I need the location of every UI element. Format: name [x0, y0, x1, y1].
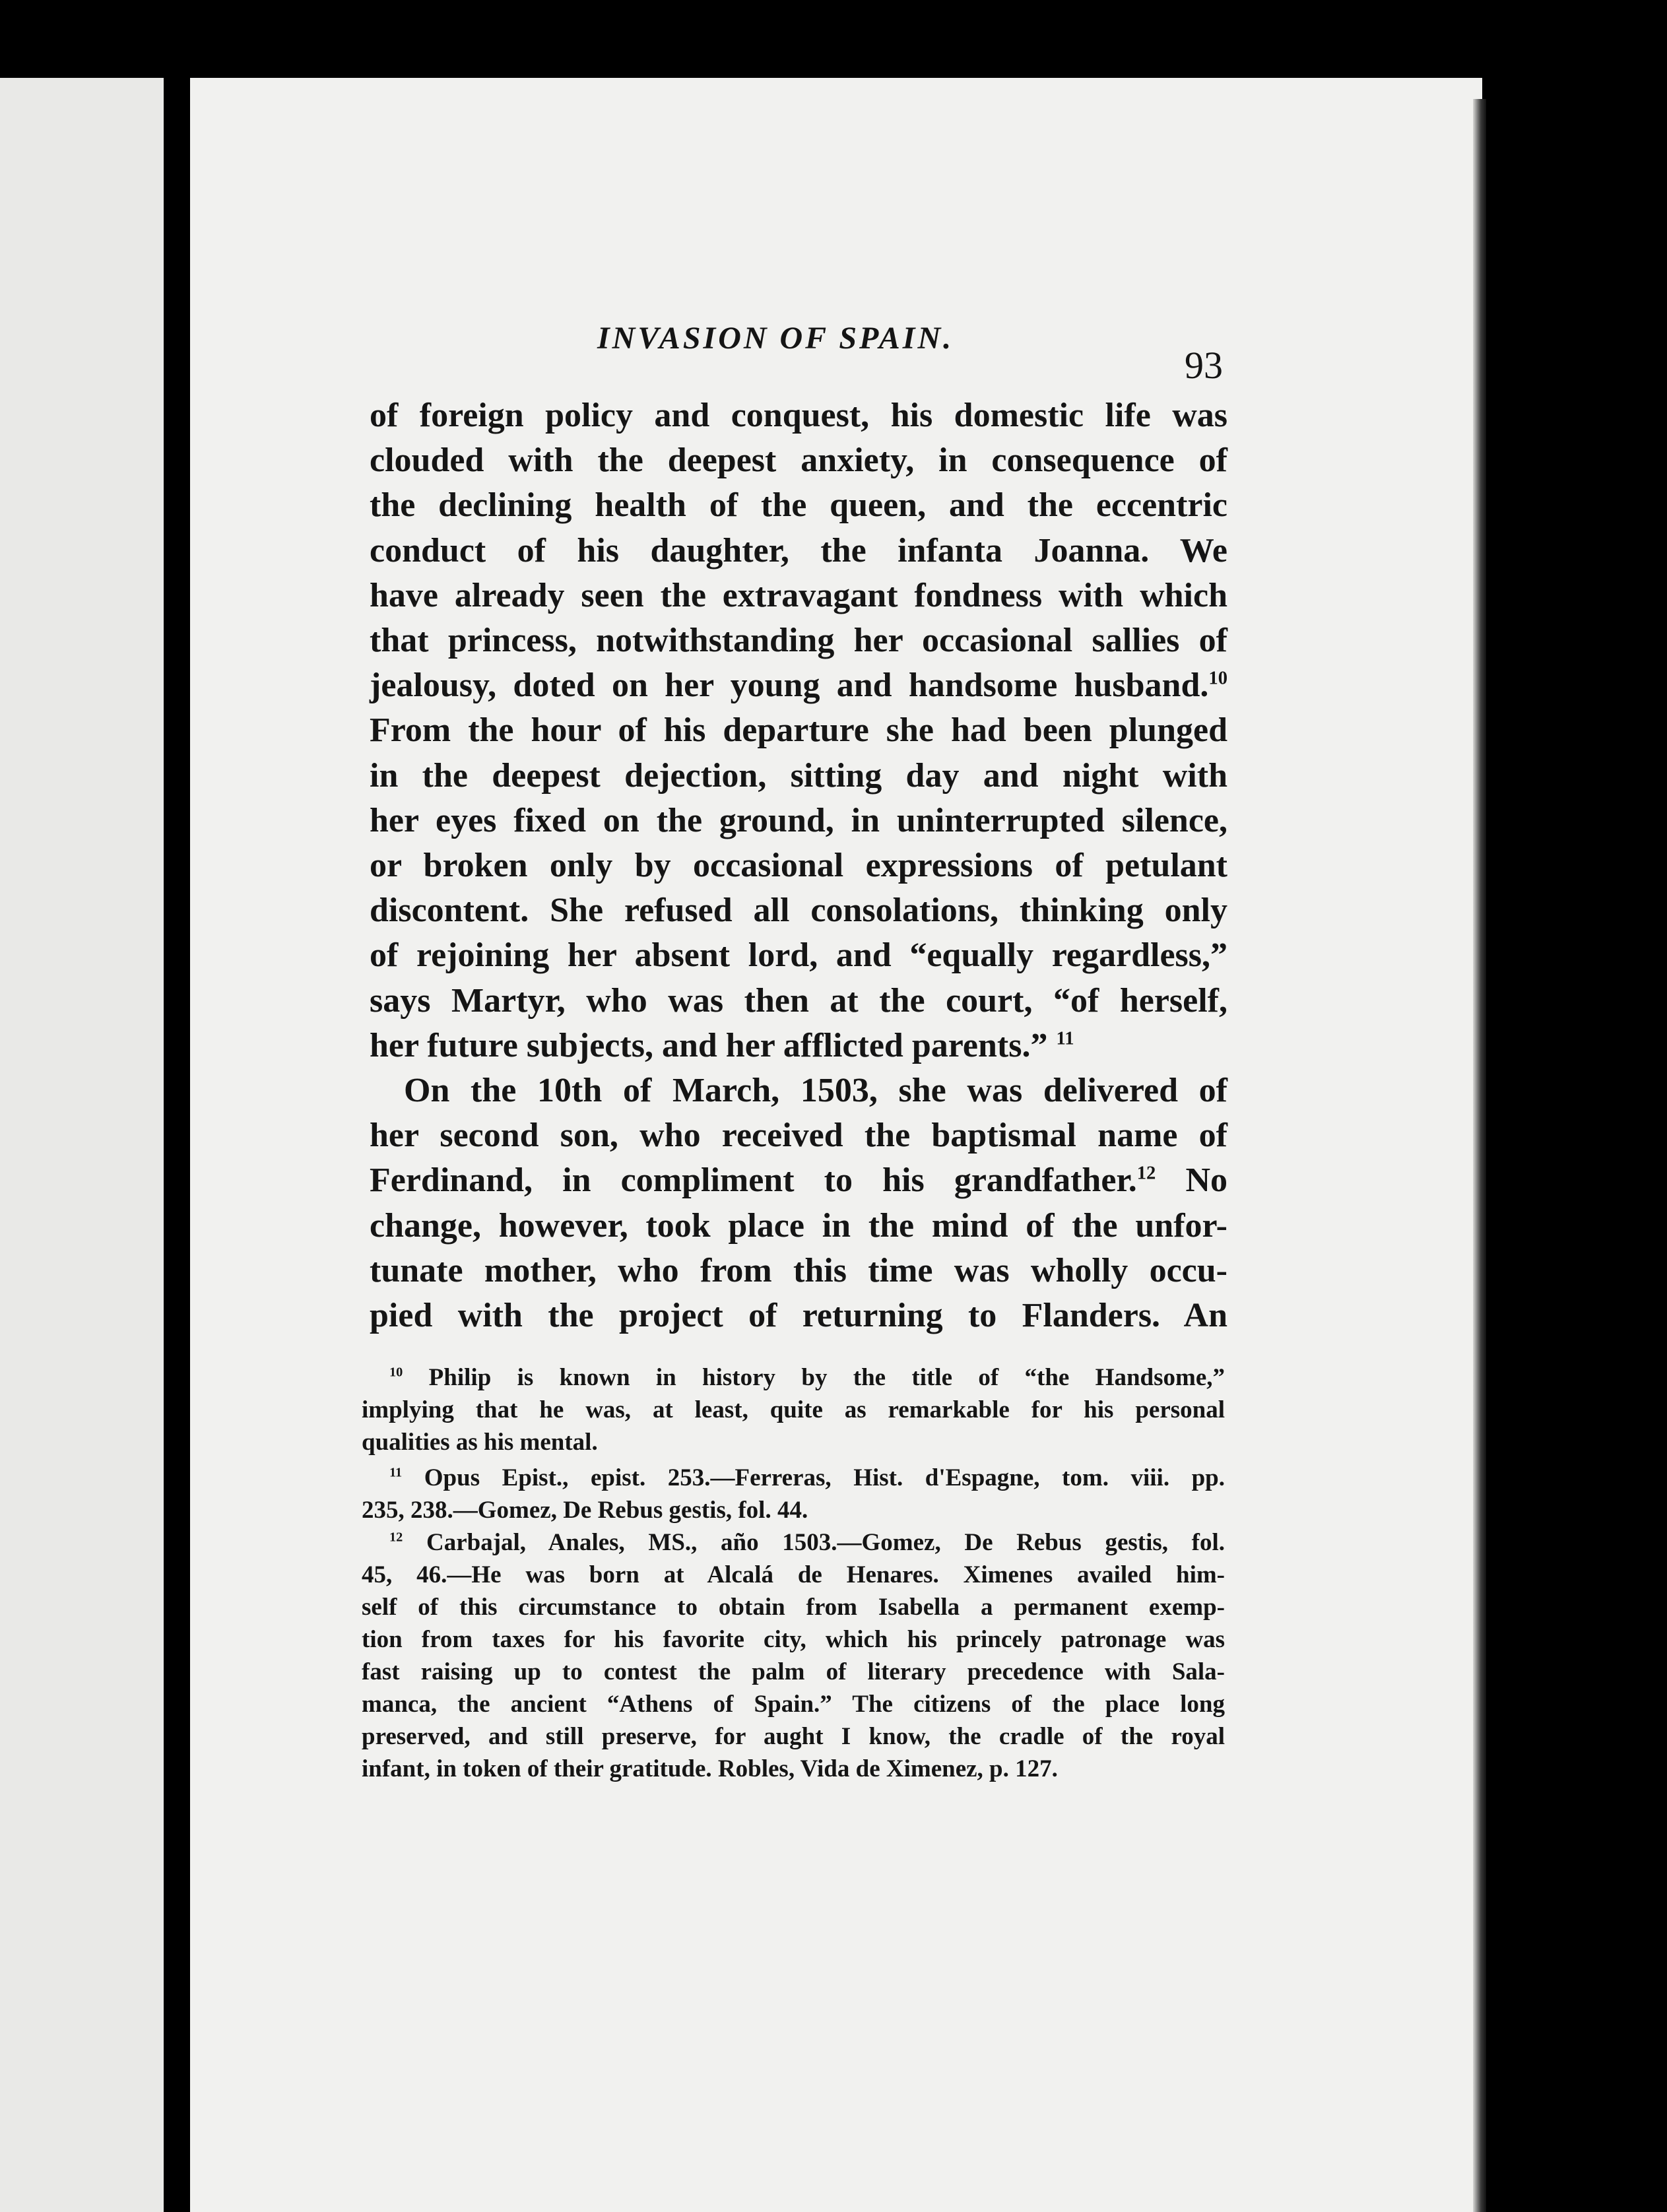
body-line: that princess, notwithstanding her occasional sallies of	[370, 622, 1227, 660]
footnote-10	[362, 1361, 1225, 1458]
footnote-12	[362, 1526, 1225, 1785]
footnote-line: 235, 238.—Gomez, De Rebus gestis, fol. 44.	[362, 1497, 808, 1524]
footnote-line-text: Carbajal, Anales, MS., año 1503.—Gomez, De Rebus gestis, fol.	[426, 1529, 1226, 1556]
body-line: her eyes fixed on the ground, in uninterrupted silence,	[370, 801, 1227, 839]
note-ref-11: 11	[1056, 1028, 1074, 1049]
body-line: her second son, who received the baptismal name of	[370, 1117, 1227, 1155]
footnote-line: infant, in token of their gratitude. Robles, Vida de Ximenez, p. 127.	[362, 1755, 1058, 1782]
body-line-text: jealousy, doted on her young and handsome husband.	[370, 667, 1209, 705]
footnote-number: 12	[389, 1530, 403, 1545]
footnote-line: 45, 46.—He was born at Alcalá de Henares. Ximenes availed him-	[362, 1561, 1225, 1588]
body-line-text: her future subjects, and her afflicted parents.”	[370, 1026, 1048, 1064]
footnote-number: 11	[389, 1465, 403, 1480]
body-line	[370, 1024, 1227, 1068]
body-line-text: No	[1185, 1161, 1228, 1200]
body-line: discontent. She refused all consolations, thinking only	[370, 892, 1227, 930]
body-text	[370, 393, 1227, 1338]
running-head: INVASION OF SPAIN.	[597, 321, 954, 356]
body-line: the declining health of the queen, and the eccentric	[370, 486, 1227, 525]
body-line: says Martyr, who was then at the court, “of herself,	[370, 981, 1227, 1020]
body-line: of rejoining her absent lord, and “equally regardless,”	[370, 936, 1227, 975]
note-ref-12: 12	[1136, 1163, 1156, 1185]
footnote-number: 10	[389, 1365, 403, 1380]
body-line	[370, 1158, 1227, 1203]
body-line: conduct of his daughter, the infanta Joanna. We	[370, 531, 1227, 569]
footnote-line: manca, the ancient “Athens of Spain.” The citizens of the place long	[362, 1691, 1225, 1718]
body-line: of foreign policy and conquest, his domestic life was	[370, 397, 1227, 434]
footnote-line	[362, 1361, 1225, 1394]
note-ref-10: 10	[1208, 668, 1227, 689]
body-line: clouded with the deepest anxiety, in consequence of	[370, 441, 1227, 480]
body-line: change, however, took place in the mind of the unfor-	[370, 1206, 1227, 1245]
footnote-line: qualities as his mental.	[362, 1429, 598, 1456]
body-line: in the deepest dejection, sitting day and night with	[370, 756, 1227, 795]
body-line	[370, 663, 1227, 708]
body-line-text: Ferdinand, in compliment to his grandfather.	[370, 1161, 1137, 1200]
body-line: On the 10th of March, 1503, she was delivered of	[404, 1072, 1227, 1110]
footnote-line-text: Opus Epist., epist. 253.—Ferreras, Hist. d'Espagne, tom. viii. pp.	[424, 1464, 1226, 1491]
body-line: or broken only by occasional expressions of petulant	[370, 847, 1227, 885]
body-line: pied with the project of returning to Flanders. An	[370, 1297, 1227, 1335]
footnote-line-text: Philip is known in history by the title of “the Handsome,”	[428, 1364, 1225, 1391]
footnote-11	[362, 1462, 1225, 1526]
book-gutter	[164, 0, 190, 2212]
footnote-line: fast raising up to contest the palm of literary precedence with Sala-	[362, 1658, 1225, 1685]
footnote-line: preserved, and still preserve, for aught I know, the cradle of the royal	[362, 1723, 1225, 1750]
body-line: have already seen the extravagant fondness with which	[370, 576, 1227, 614]
body-line: tunate mother, who from this time was wholly occu-	[370, 1251, 1227, 1289]
page-right-edge	[1473, 99, 1486, 2212]
body-line: From the hour of his departure she had been plunged	[370, 711, 1227, 750]
footnote-line: self of this circumstance to obtain from Isabella a permanent exemp-	[362, 1594, 1225, 1621]
footnote-line	[362, 1462, 1225, 1494]
footnote-line	[362, 1526, 1225, 1559]
footnote-line: implying that he was, at least, quite as remarkable for his personal	[362, 1396, 1225, 1423]
footnote-line: tion from taxes for his favorite city, which his princely patronage was	[362, 1626, 1225, 1653]
page-number: 93	[1185, 344, 1223, 387]
facing-page-edge	[0, 78, 164, 2212]
